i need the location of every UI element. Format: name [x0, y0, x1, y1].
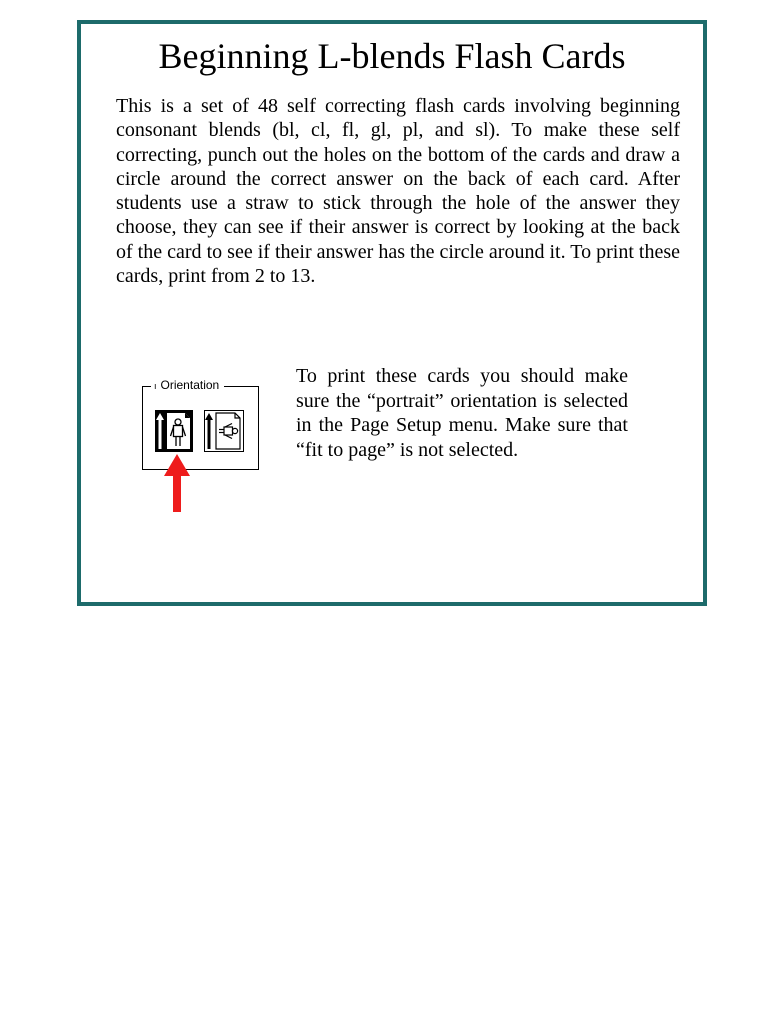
- legend-tick-mark: ı: [154, 381, 157, 391]
- portrait-orientation-icon[interactable]: [155, 410, 193, 452]
- red-up-arrow-icon: [163, 454, 191, 512]
- intro-paragraph: This is a set of 48 self correcting flash cards involving beginning consonant blends (bl, cl, fl, gl, pl, and sl). To make these self correcting, punch out the holes on the bottom of the cards and draw a circle around the correct answer on the back of each card. After students use a straw to stick through the hole of the answer they choose, they can see if their answer is correct by looking at the back of the card to see if their answer has the circle around it. To print these cards, print from 2 to 13.: [116, 95, 680, 288]
- print-instructions: To print these cards you should make sure the “portrait” orientation is selected in the Page Setup menu. Make sure that “fit to page” is not selected.: [296, 365, 628, 461]
- orientation-panel: [142, 378, 259, 470]
- landscape-orientation-icon[interactable]: [204, 410, 244, 452]
- instruction-card: [77, 20, 707, 606]
- orientation-legend: [151, 378, 224, 393]
- page-title: Beginning L-blends Flash Cards: [158, 36, 626, 76]
- orientation-legend-label: Orientation: [160, 378, 220, 392]
